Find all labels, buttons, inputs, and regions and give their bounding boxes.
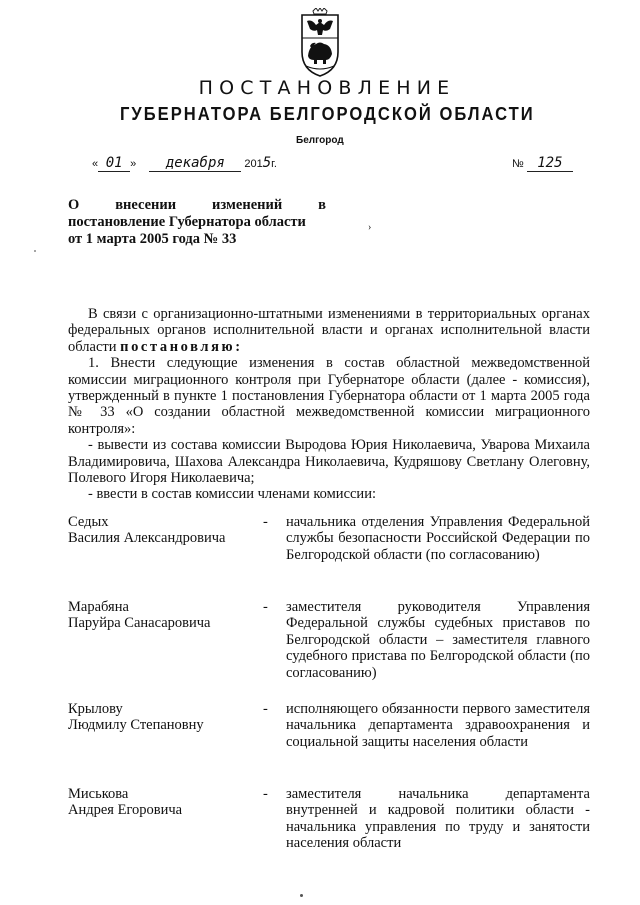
coat-of-arms-emblem bbox=[296, 8, 344, 78]
member-name bbox=[68, 786, 258, 819]
member-surname: Седых bbox=[68, 514, 109, 530]
member-dash: - bbox=[263, 599, 268, 615]
number-field bbox=[527, 155, 573, 172]
member-position: исполняющего обязанности первого заместителя начальника департамента здравоохранения и социальной защиты населения области bbox=[286, 701, 590, 750]
subject-word: изменений bbox=[212, 197, 283, 213]
date-close-quote: » bbox=[130, 158, 137, 170]
issuer-title: ГУБЕРНАТОРА БЕЛГОРОДСКОЙ ОБЛАСТИ bbox=[119, 104, 535, 124]
member-name bbox=[68, 514, 258, 547]
member-dash: - bbox=[263, 701, 268, 717]
member-position: заместителя руководителя Управления Федеральной службы судебных приставов по Белгородской области – заместителя главного судебного пристава по Белгородской области (по согласованию) bbox=[286, 599, 590, 681]
member-surname: Крылову bbox=[68, 701, 123, 717]
document-body bbox=[68, 306, 590, 503]
member-given-names: Людмилу Степановну bbox=[68, 717, 204, 734]
city-label: Белгород bbox=[296, 135, 344, 146]
number-label: № bbox=[512, 158, 524, 170]
preamble-paragraph bbox=[68, 306, 590, 355]
subject-line-2: постановление Губернатора области bbox=[68, 214, 306, 230]
member-surname: Миськова bbox=[68, 786, 129, 802]
member-given-names: Андрея Егоровича bbox=[68, 802, 183, 819]
member-given-names: Василия Александровича bbox=[68, 530, 226, 547]
subject-word: О bbox=[68, 197, 80, 213]
date-year-prefix: 201 bbox=[244, 158, 263, 170]
subject-line-3: от 1 марта 2005 года № 33 bbox=[68, 231, 237, 247]
stray-mark: › bbox=[368, 222, 372, 233]
scan-speck bbox=[300, 894, 303, 897]
preamble-text: В связи с организационно-штатными изменениями в территориальных органах федеральных органов исполнительной власти и органах исполнительной власти области bbox=[68, 306, 590, 355]
member-name bbox=[68, 701, 258, 734]
document-subject bbox=[68, 197, 326, 248]
date-year-digit: 5 bbox=[262, 155, 272, 171]
member-dash: - bbox=[263, 514, 268, 530]
remove-members-paragraph: - вывести из состава комиссии Выродова Юрия Николаевича, Уварова Михаила Владимировича, Шахова Александра Николаевича, Кудряшову Светлану Олеговну, Полевого Игоря Николаевича; bbox=[68, 437, 590, 487]
date-month-field bbox=[149, 155, 241, 172]
add-members-paragraph: - ввести в состав комиссии членами комиссии: bbox=[88, 486, 376, 503]
item-1-paragraph: 1. Внести следующие изменения в состав областной межведомственной комиссии миграционного контроля при Губернаторе области (далее - комиссия), утвержденный в пункте 1 постановления Губернатора области от 1 марта 2005 года № 33 «О создании областной межведомственной комиссии миграционного контроля»: bbox=[68, 355, 590, 437]
document-type-title: ПОСТАНОВЛЕНИЕ bbox=[198, 77, 456, 99]
number-value: 125 bbox=[537, 155, 563, 171]
member-position: начальника отделения Управления Федеральной службы безопасности Российской Федерации по Белгородской области (по согласованию) bbox=[286, 514, 590, 563]
date-day: 01 bbox=[105, 155, 123, 171]
document-number bbox=[512, 155, 573, 172]
member-dash: - bbox=[263, 786, 268, 802]
date-year-suffix: г. bbox=[271, 158, 277, 170]
date-line bbox=[92, 155, 277, 172]
date-day-field bbox=[98, 155, 130, 172]
date-month: декабря bbox=[165, 155, 225, 171]
scan-speck bbox=[34, 250, 36, 252]
member-surname: Марабяна bbox=[68, 599, 129, 615]
subject-line-1 bbox=[68, 197, 326, 214]
decree-word: постановляю: bbox=[120, 338, 243, 355]
member-given-names: Паруйра Санасаровича bbox=[68, 615, 211, 632]
subject-word: внесении bbox=[115, 197, 177, 213]
member-name bbox=[68, 599, 258, 632]
subject-word: в bbox=[318, 197, 326, 213]
date-open-quote: « bbox=[92, 158, 99, 170]
member-position: заместителя начальника департамента внутренней и кадровой политики области - начальника управления по труду и занятости населения области bbox=[286, 786, 590, 852]
